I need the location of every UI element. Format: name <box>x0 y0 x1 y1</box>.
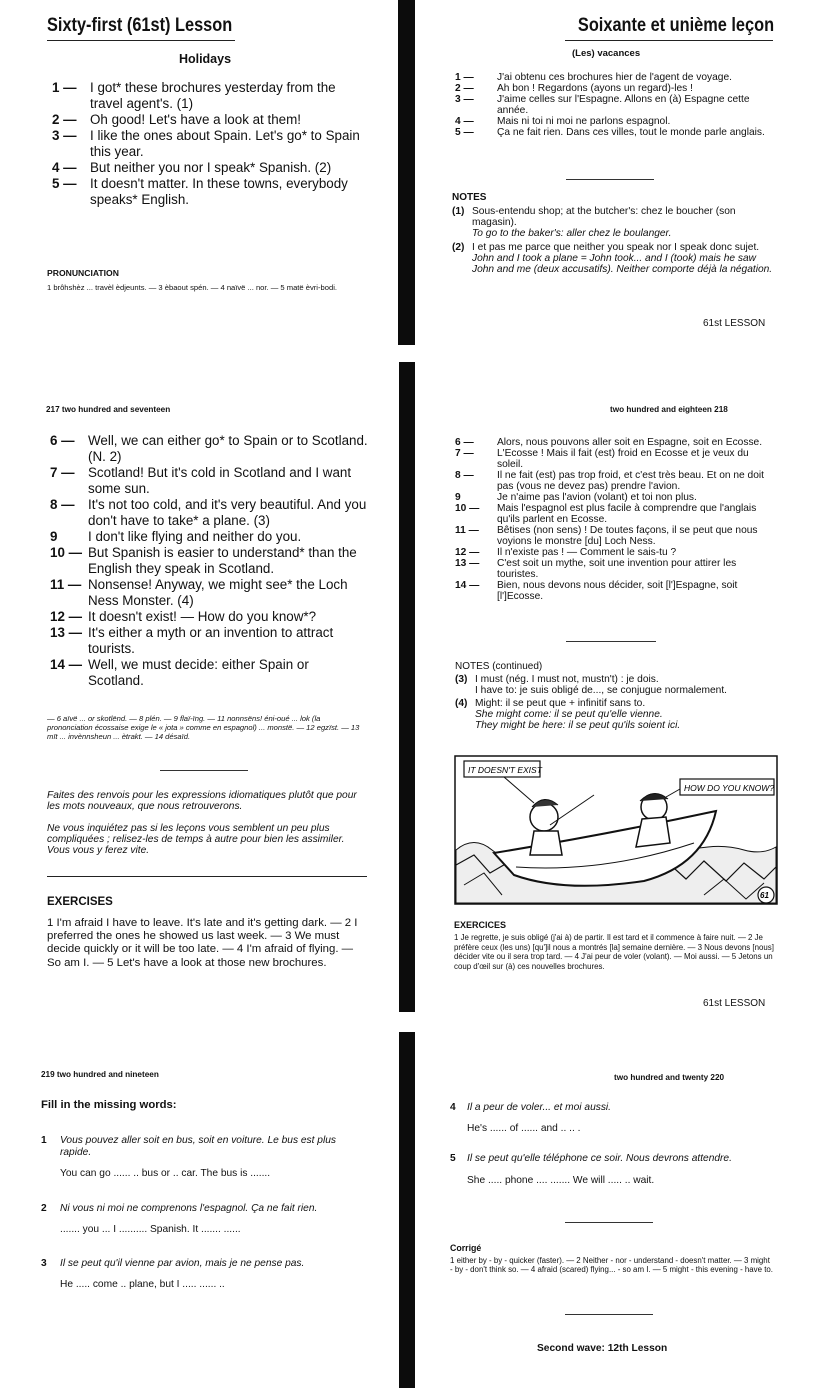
lesson-title-en: Sixty-first (61st) Lesson <box>47 15 233 36</box>
lesson-subtitle-en: Holidays <box>178 52 232 66</box>
exercises-text: 1 I'm afraid I have to leave. It's late and it's getting dark. — 2 I preferred the ones he showed us last week. — 3 We must decide quickly or it will be too late. — 4 I'm afraid of flying. — So am I. — 5 Let's have a look at those new brochures. <box>47 917 358 969</box>
second-wave-note: Second wave: 12th Lesson <box>537 1343 668 1354</box>
loch-ness-cartoon <box>454 755 778 905</box>
corrige-heading: Corrigé <box>450 1243 482 1253</box>
dialogue-line: 14 — Bien, nous devons nous décider, soit [l']Espagne, soit [l']Ecosse. <box>455 580 738 602</box>
advice-block <box>47 790 367 856</box>
exercise-list-left <box>41 1135 366 1291</box>
dialogue-line: 4 — But neither you nor I speak* Spanish. (2) <box>52 160 332 175</box>
lesson-footer-2: 61st LESSON <box>703 998 766 1009</box>
notes-heading: NOTES <box>452 192 487 203</box>
pronunciation-text-2: — 6 aïvë ... or skotlënd. — 8 plén. — 9 flaï-ïng. — 11 nonnsëns! éni-oué ... lok (la prononciation écossaise exige le « jota » comme en espagnol) ... monstë. — 12 egzïst. — 13 mït ... invènnsheun ... ètrakt. — 14 désaïd. <box>47 714 360 741</box>
dialogue-line: 8 — Il ne fait (est) pas trop froid, et c'est très beau. Et on ne doit pas (vous ne devez pas) prendre l'avion. <box>455 470 764 492</box>
pronunciation-block-1 <box>47 268 369 292</box>
dialogue-line: 7 — L'Ecosse ! Mais il fait (est) froid en Ecosse et je veux du soleil. <box>455 448 749 470</box>
exercices-block <box>454 920 776 971</box>
note-item: (3) I must (nég. I must not, mustn't) : je dois. I have to: je suis obligé de..., se conjugue normalement. <box>455 674 728 696</box>
lesson-footer-1: 61st LESSON <box>703 318 766 329</box>
dialogue-line: 7 — Scotland! But it's cold in Scotland and I want some sun. <box>50 465 352 496</box>
dialogue-line: 10 — Mais l'espagnol est plus facile à comprendre que l'anglais qu'ils parlent en Ecosse. <box>455 503 757 525</box>
dialogue-line: 10 — But Spanish is easier to understand* than the English they speak in Scotland. <box>50 545 357 576</box>
dialogue-line: 9 Je n'aime pas l'avion (volant) et toi non plus. <box>455 492 697 503</box>
dialogue-line: 6 — Well, we can either go* to Spain or to Scotland. (N. 2) <box>50 433 368 464</box>
note-item: (1) Sous-entendu shop; at the butcher's: chez le boucher (son magasin). To go to the baker's: aller chez le boulanger. <box>452 206 736 239</box>
note-item: (2) I et pas me parce que neither you speak nor I speak donc sujet. John and I took a plane = John took... and I (took) mais he saw John and me (deux accusatifs). Neither comporte déjà la négation. <box>452 242 773 275</box>
exercise-item: 5 Il se peut qu'elle téléphone ce soir. Nous devrons attendre. She ..... phone .... ....... We will ..... .. wait. <box>450 1153 732 1186</box>
page-header-219: 219 two hundred and nineteen <box>41 1070 159 1079</box>
dialogue-line: 14 — Well, we must decide: either Spain or Scotland. <box>50 657 309 688</box>
page-header-220: two hundred and twenty 220 <box>614 1073 725 1082</box>
exercise-item: 4 Il a peur de voler... et moi aussi. He's ...... of ...... and .. .. . <box>450 1102 612 1135</box>
exercises-block <box>47 896 367 970</box>
book-spine-shadow-3 <box>399 1032 415 1388</box>
dialogue-line: 2 — Oh good! Let's have a look at them! <box>52 112 301 127</box>
separator <box>566 179 654 180</box>
pronunciation-text: 1 brôhshèz ... travèl èdjeunts. — 3 èbaout spén. — 4 naïvë ... nor. — 5 matë èvri-bodi. <box>47 283 337 292</box>
exercise-item: 2 Ni vous ni moi ne comprenons l'espagnol. Ça ne fait rien. ....... you ... I .......... Spanish. It ....... ...... <box>41 1202 318 1235</box>
advice-paragraph: Ne vous inquiétez pas si les leçons vous semblent un peu plus compliquées ; relisez-les de temps à autre pour bien les assimiler. Vous vous y ferez vite. <box>47 823 345 856</box>
dialogue-line: 12 — It doesn't exist! — How do you know*? <box>50 609 317 624</box>
exercises-heading: EXERCISES <box>47 896 113 908</box>
title-underline-fr <box>565 40 773 41</box>
dialogue-line: 1 — I got* these brochures yesterday from the travel agent's. (1) <box>52 80 336 111</box>
dialogue-en-2 <box>50 433 368 689</box>
separator <box>566 641 656 642</box>
dialogue-line: 11 — Bêtises (non sens) ! De toutes façons, il se peut que nous voyions le monstre [du] Loch Ness. <box>455 525 758 547</box>
exercise-item: 3 Il se peut qu'il vienne par avion, mais je ne pense pas. He ..... come .. plane, but I ..... ...... .. <box>41 1258 305 1291</box>
corrige-text: 1 either by - by - quicker (faster). — 2 Neither - nor - understand - doesn't matter. — 3 might - by - don't think so. — 4 afraid (scared) flying... - so am I. — 5 might - this evening - have to. <box>450 1256 773 1275</box>
dialogue-line: 3 — I like the ones about Spain. Let's go* to Spain this year. <box>52 128 360 159</box>
lesson-subtitle-fr: (Les) vacances <box>572 48 641 59</box>
dialogue-line: 11 — Nonsense! Anyway, we might see* the Loch Ness Monster. (4) <box>50 577 348 608</box>
exercise-item: 1 Vous pouvez aller soit en bus, soit en voiture. Le bus est plus rapide. You can go ...... .. bus or .. car. The bus is ....... <box>41 1135 336 1180</box>
dialogue-line: 5 — Ça ne fait rien. Dans ces villes, tout le monde parle anglais. <box>455 127 765 138</box>
dialogue-line: 9 I don't like flying and neither do you. <box>50 529 302 544</box>
dialogue-line: 2 — Ah bon ! Regardons (ayons un regard)-les ! <box>455 83 693 94</box>
separator <box>565 1222 653 1223</box>
dialogue-line: 8 — It's not too cold, and it's very beautiful. And you don't have to take* a plane. (3) <box>50 497 367 528</box>
fill-in-heading: Fill in the missing words: <box>41 1099 177 1111</box>
title-underline-en <box>47 40 235 41</box>
exercices-heading: EXERCICES <box>454 920 507 930</box>
speech-bubble-right: HOW DO YOU KNOW? <box>684 783 775 793</box>
notes-heading: NOTES (continued) <box>455 661 543 672</box>
dialogue-fr-1 <box>455 72 773 138</box>
book-spine-shadow-2 <box>399 362 415 1012</box>
page-header-217: 217 two hundred and seventeen <box>46 405 171 414</box>
advice-paragraph: Faites des renvois pour les expressions idiomatiques plutôt que pour les mots nouveaux, que nous retrouverons. <box>47 790 357 812</box>
speech-bubble-left: IT DOESN'T EXIST <box>468 765 542 775</box>
dialogue-en-1 <box>52 80 370 208</box>
dialogue-line: 13 — It's either a myth or an invention to attract tourists. <box>50 625 334 656</box>
exercices-text: 1 Je regrette, je suis obligé (j'ai à) de partir. Il est tard et il commence à faire nuit. — 2 Je préfère ceux (les uns) [qu']il nous a montrés [la] semaine dernière. — 3 Nous devons [nous] décider vite ou il sera trop tard. — 4 J'ai peur de voler (volant). — Moi aussi. — 5 Jetons un coup d'œil sur (à) ces nouvelles brochures. <box>454 933 774 971</box>
notes-block-2 <box>455 661 775 731</box>
lesson-title-fr: Soixante et unième leçon <box>577 15 774 36</box>
dialogue-line: 4 — Mais ni toi ni moi ne parlons espagnol. <box>455 116 671 127</box>
notes-block-1 <box>452 192 774 275</box>
separator <box>565 1314 653 1315</box>
separator <box>160 770 248 771</box>
section-rule <box>47 876 367 877</box>
dialogue-line: 12 — Il n'existe pas ! — Comment le sais-tu ? <box>455 547 677 558</box>
page-header-218: two hundred and eighteen 218 <box>610 405 728 414</box>
lesson-badge: 61 <box>760 891 769 900</box>
pronunciation-heading: PRONUNCIATION <box>47 268 119 278</box>
dialogue-line: 13 — C'est soit un mythe, soit une invention pour attirer les touristes. <box>455 558 737 580</box>
note-item: (4) Might: il se peut que + infinitif sans to. She might come: il se peut qu'elle vienne. They might be here: il se peut qu'ils soient ici. <box>455 698 681 731</box>
dialogue-line: 3 — J'aime celles sur l'Espagne. Allons en (à) Espagne cette année. <box>455 94 750 116</box>
corrige-block <box>450 1243 774 1274</box>
dialogue-line: 1 — J'ai obtenu ces brochures hier de l'agent de voyage. <box>455 72 732 83</box>
dialogue-fr-2 <box>455 437 775 602</box>
dialogue-line: 5 — It doesn't matter. In these towns, everybody speaks* English. <box>52 176 348 207</box>
dialogue-line: 6 — Alors, nous pouvons aller soit en Espagne, soit en Ecosse. <box>455 437 763 448</box>
exercise-list-right <box>450 1102 775 1187</box>
